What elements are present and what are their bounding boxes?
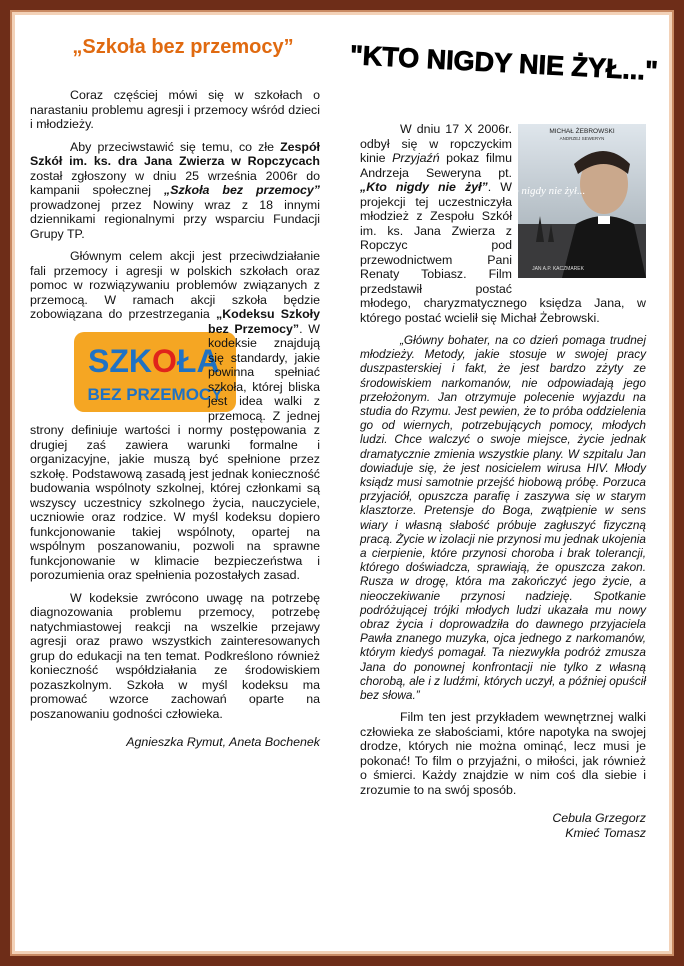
logo-heart: O — [152, 342, 177, 379]
right-signature-2: Kmieć Tomasz — [565, 825, 646, 840]
right-signature-1: Cebula Grzegorz — [552, 811, 646, 826]
poster-top-text: MICHAŁ ŻEBROWSKI — [549, 128, 615, 135]
right-signature — [360, 811, 646, 840]
poster-bottom-text: JAN A.P. KACZMAREK — [532, 266, 584, 272]
left-paragraph-1: Coraz częściej mówi się w szkołach o narastaniu problemu agresji i przemocy wśród dzieci i młodzieży. — [30, 88, 320, 131]
campaign-logo — [30, 328, 223, 416]
left-paragraph-3: Głównym celem akcji jest przeciwdziałanie fali przemocy i agresji w polskich szkołach oraz pomoc w rozwiązywaniu problemów związanych z przemocą. W ramach akcji szkoła będzie zobowiązana do przestrzegania „Kodeksu Szkoły bez Przemocy” SZKOŁA BEZ PRZEMOCY . W kodeksie znajdują się standardy, jakie powinna spełniać szkoła, której bliska jest idea walki z przemocą. Z jednej strony definiuje wartości i normy postępowania z drugiej zaś zawiera warunki formalne i organizacyjne, jakie muszą być spełnione przez szkołę. Podstawową zasadą jest jednak konieczność budowania wspólnoty szkolnej, której członkami są wszyscy uczestnicy szkolnego życia, nauczyciele, uczniowie oraz rodzice. W myśl kodeksu dopiero funkcjonowanie takiej wspólnoty, opartej na wspólnym poszanowaniu, pozwoli na sprawne funkcjonowanie w klimacie bezpieczeństwa i porozumienia oraz spełnienia pozostałych zasad. — [30, 249, 320, 582]
poster-film-title: Kto nigdy nie żył... — [502, 185, 586, 197]
newsletter-page — [18, 18, 666, 948]
left-signature: Agnieszka Rymut, Aneta Bochenek — [126, 735, 320, 749]
left-paragraph-4: W kodeksie zwrócono uwagę na potrzebę diagnozowania problemu przemocy, potrzebę natychmiastowej reakcji na wszelkie przejawy agresji oraz prawo wszystkich zainteresowanych grup do edukacji na ten temat. Podkreślono również konieczność współdziałania ze środowiskiem pozaszkolnym. Szkoła w myśl kodeksu ma promować wzorce zachowań oparte na poszanowaniu godności człowieka. — [30, 590, 320, 721]
right-paragraph-2: Film ten jest przykładem wewnętrznej walki człowieka ze słabościami, które napotyka na swojej drodze, których nie można ominąć, lecz musi je pokonać! To film o przyjaźni, o miłości, jak również o śmierci. Każdy znajdzie w nim coś dla siebie i zrozumie to na swój sposób. — [360, 710, 646, 797]
right-title-text: "KTO NIGDY NIE ŻYŁ..." — [349, 39, 659, 87]
logo-line2: BEZ PRZEMOCY — [87, 384, 223, 404]
film-description-quote: „Główny bohater, na co dzień pomaga trudnej młodzieży. Metody, jakie stosuje w swojej pracy duszpasterskiej i fakt, że jest bardzo zżyty ze środowiskiem narkomanów, nie odpowiadają jego przełożonym. Jan otrzymuje polecenie wyjazdu na studia do Rzymu. Jest pewien, że to próba oddzielenia go od wiernych, potrzebujących pomocy, młodych ludzi. Chce walczyć o swoje miejsce, życie jednak dramatycznie zmienia wszystkie plany. W szpitalu Jan dowiaduje się, że jest nosicielem wirusa HIV. Młody ksiądz musi samotnie przejść hiobową próbę. Porzuca przyjaciół, opuszcza parafię i zaszywa się w starym klasztorze. Pretensje do Boga, zwątpienie w sens wiary i własną słabość próbuje zagłuszyć fizyczną pracą. Życie w izolacji nie przynosi mu jednak ukojenia a cierpienie, które przynosi choroba i brak tolerancji, którego doświadcza, sprawiają, że opuszcza zakon. Rusza w drogę, która ma zakończyć jego życie, a nieoczekiwanie przynosi nadzieję. Spotkanie podróżującej trójki młodych ludzi ukazała mu nowy obraz życia i doprowadziła do dawnego przyjaciela Pawła znanego muzyka, ojca jednego z narkomanów, którym kiedyś pomagał. Ta niezwykła podróż zmusza Jana do ponownej konfrontacji nie tylko z własną chorobą, ale i z ludźmi, których uczył, a później opuścił bez słowa.” — [360, 333, 646, 703]
right-paragraph-1: W dniu 17 X 2006r. odbył się w ropczyckim kinie Przyjaźń pokaz filmu Andrzeja Seweryna pt. „Kto nigdy nie żył”. W projekcji tej uczestniczyła młodzież z Zespołu Szkół im. ks. Jana Zwierza z Ropczyc pod przewodnictwem Pani Renaty Tobiasz. Film przedstawił postać młodego, charyzmatycznego księdza Jana, w którego postać wcielił się Michał Żebrowski. — [360, 122, 646, 325]
poster-subtitle: ANDRZEJ SEWERYN — [559, 136, 605, 141]
logo-line1: SZKOŁA — [88, 342, 220, 379]
left-article-title: „Szkoła bez przemocy” — [72, 36, 294, 58]
right-article-title — [349, 30, 659, 87]
film-poster — [502, 124, 646, 278]
right-article — [360, 122, 646, 840]
left-paragraph-2: Aby przeciwstawić się temu, co złe Zespół Szkół im. ks. dra Jana Zwierza w Ropczycach został zgłoszony w dniu 25 września 2006r do kampanii społecznej „Szkoła bez przemocy” prowadzonej przez Nowiny wraz z 18 innymi dziennikami regionalnymi przy wsparciu Fundacji Grupy TP. — [30, 139, 320, 241]
left-article — [30, 88, 320, 750]
